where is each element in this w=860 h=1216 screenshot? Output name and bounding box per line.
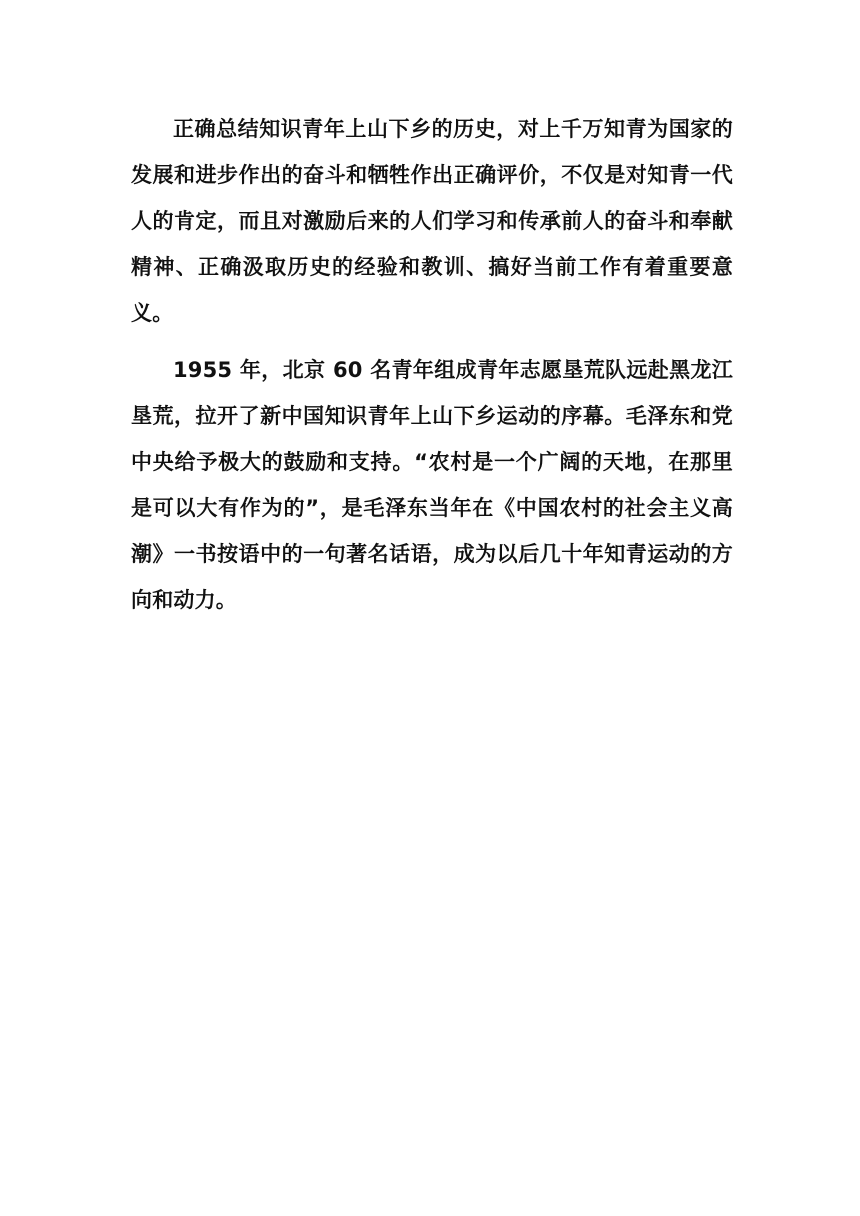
paragraph-1: 正确总结知识青年上山下乡的历史，对上千万知青为国家的发展和进步作出的奋斗和牺牲作出正确评价，不仅是对知青一代人的肯定，而且对激励后来的人们学习和传承前人的奋斗和奉献精神、正确汲取历史的经验和教训、搞好当前工作有着重要意义。 xyxy=(131,117,733,325)
paragraph-2: 1955 年，北京 60 名青年组成青年志愿垦荒队远赴黑龙江垦荒，拉开了新中国知识青年上山下乡运动的序幕。毛泽东和党中央给予极大的鼓励和支持。“农村是一个广阔的天地，在那里是可以大有作为的”，是毛泽东当年在《中国农村的社会主义高潮》一书按语中的一句著名话语，成为以后几十年知青运动的方向和动力。 xyxy=(131,358,733,612)
document-body xyxy=(131,106,733,623)
